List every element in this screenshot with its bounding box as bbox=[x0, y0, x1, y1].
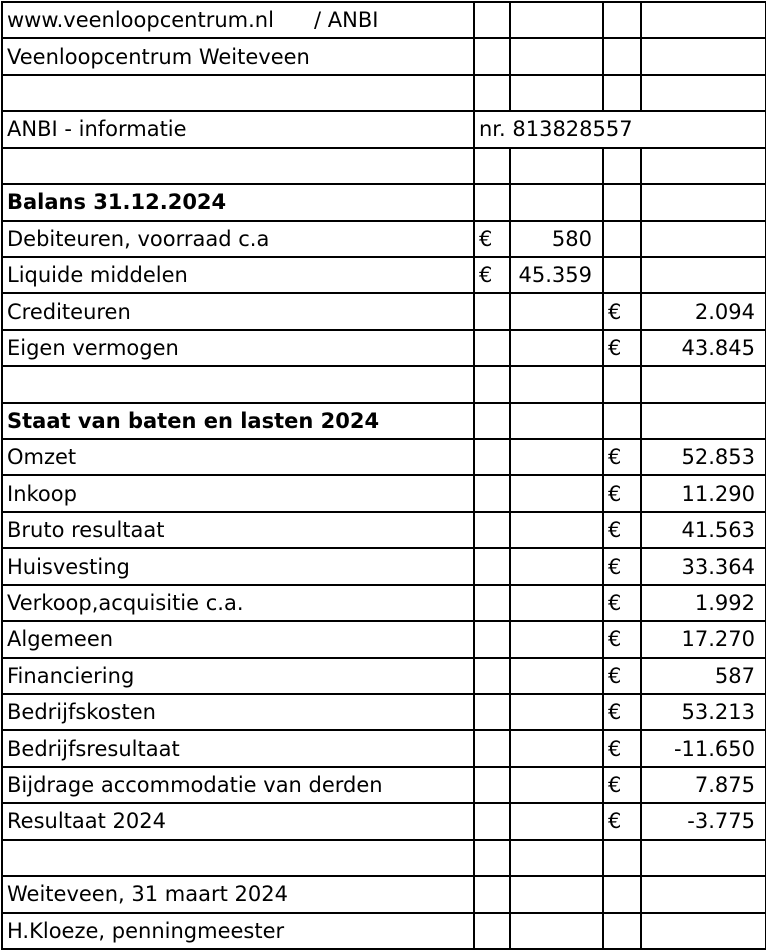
row-amount: 52.853 bbox=[641, 439, 766, 475]
currency-symbol: € bbox=[603, 730, 641, 766]
staat-row bbox=[2, 475, 766, 511]
currency-symbol: € bbox=[474, 221, 510, 257]
currency-symbol: € bbox=[603, 658, 641, 694]
currency-symbol: € bbox=[603, 585, 641, 621]
empty-row bbox=[2, 148, 766, 184]
staat-heading: Staat van baten en lasten 2024 bbox=[2, 403, 474, 439]
staat-row bbox=[2, 730, 766, 766]
row-label: Huisvesting bbox=[2, 548, 474, 584]
staat-row bbox=[2, 585, 766, 621]
row-amount: 53.213 bbox=[641, 694, 766, 730]
empty-row bbox=[2, 366, 766, 402]
row-label: Bijdrage accommodatie van derden bbox=[2, 767, 474, 803]
row-amount: 587 bbox=[641, 658, 766, 694]
website-cell bbox=[2, 2, 474, 38]
signatory-row bbox=[2, 913, 766, 949]
row-label: Resultaat 2024 bbox=[2, 803, 474, 839]
currency-symbol: € bbox=[603, 475, 641, 511]
balans-heading-row bbox=[2, 184, 766, 220]
staat-row bbox=[2, 512, 766, 548]
staat-row bbox=[2, 548, 766, 584]
organisation-name: Veenloopcentrum Weiteveen bbox=[2, 38, 474, 74]
row-amount: 1.992 bbox=[641, 585, 766, 621]
staat-row bbox=[2, 803, 766, 839]
row-label: Bedrijfsresultaat bbox=[2, 730, 474, 766]
row-amount: 7.875 bbox=[641, 767, 766, 803]
place-date: Weiteveen, 31 maart 2024 bbox=[2, 876, 474, 912]
currency-symbol: € bbox=[603, 548, 641, 584]
empty-row bbox=[2, 75, 766, 111]
currency-symbol: € bbox=[603, 439, 641, 475]
organisation-row bbox=[2, 38, 766, 74]
currency-symbol: € bbox=[603, 767, 641, 803]
staat-heading-row bbox=[2, 403, 766, 439]
place-date-row bbox=[2, 876, 766, 912]
row-amount: 11.290 bbox=[641, 475, 766, 511]
currency-symbol: € bbox=[603, 621, 641, 657]
staat-row bbox=[2, 767, 766, 803]
row-label: Omzet bbox=[2, 439, 474, 475]
empty-row bbox=[2, 840, 766, 876]
staat-row bbox=[2, 621, 766, 657]
row-amount: 43.845 bbox=[641, 330, 766, 366]
row-label: Bruto resultaat bbox=[2, 512, 474, 548]
anbi-spreadsheet bbox=[1, 1, 766, 950]
anbi-number: nr. 813828557 bbox=[474, 111, 766, 147]
row-amount: -11.650 bbox=[641, 730, 766, 766]
staat-row bbox=[2, 694, 766, 730]
balans-row bbox=[2, 257, 766, 293]
row-amount: 41.563 bbox=[641, 512, 766, 548]
balans-row bbox=[2, 330, 766, 366]
row-amount: 33.364 bbox=[641, 548, 766, 584]
currency-symbol: € bbox=[603, 330, 641, 366]
staat-row bbox=[2, 658, 766, 694]
signatory: H.Kloeze, penningmeester bbox=[2, 913, 474, 949]
anbi-info-row bbox=[2, 111, 766, 147]
row-label: Debiteuren, voorraad c.a bbox=[2, 221, 474, 257]
balans-heading: Balans 31.12.2024 bbox=[2, 184, 474, 220]
staat-row bbox=[2, 439, 766, 475]
currency-symbol: € bbox=[603, 694, 641, 730]
currency-symbol: € bbox=[603, 293, 641, 329]
currency-symbol: € bbox=[474, 257, 510, 293]
anbi-label: ANBI - informatie bbox=[2, 111, 474, 147]
row-label: Eigen vermogen bbox=[2, 330, 474, 366]
row-label: Inkoop bbox=[2, 475, 474, 511]
row-amount: 580 bbox=[510, 221, 603, 257]
row-amount: -3.775 bbox=[641, 803, 766, 839]
row-amount: 45.359 bbox=[510, 257, 603, 293]
website-row bbox=[2, 2, 766, 38]
row-label: Bedrijfskosten bbox=[2, 694, 474, 730]
row-amount: 2.094 bbox=[641, 293, 766, 329]
row-label: Liquide middelen bbox=[2, 257, 474, 293]
anbi-suffix: / ANBI bbox=[314, 8, 379, 33]
row-label: Financiering bbox=[2, 658, 474, 694]
website-link[interactable]: www.veenloopcentrum.nl bbox=[7, 8, 274, 33]
row-label: Crediteuren bbox=[2, 293, 474, 329]
currency-symbol: € bbox=[603, 803, 641, 839]
balans-row bbox=[2, 221, 766, 257]
balans-row bbox=[2, 293, 766, 329]
currency-symbol: € bbox=[603, 512, 641, 548]
row-amount: 17.270 bbox=[641, 621, 766, 657]
row-label: Algemeen bbox=[2, 621, 474, 657]
row-label: Verkoop,acquisitie c.a. bbox=[2, 585, 474, 621]
